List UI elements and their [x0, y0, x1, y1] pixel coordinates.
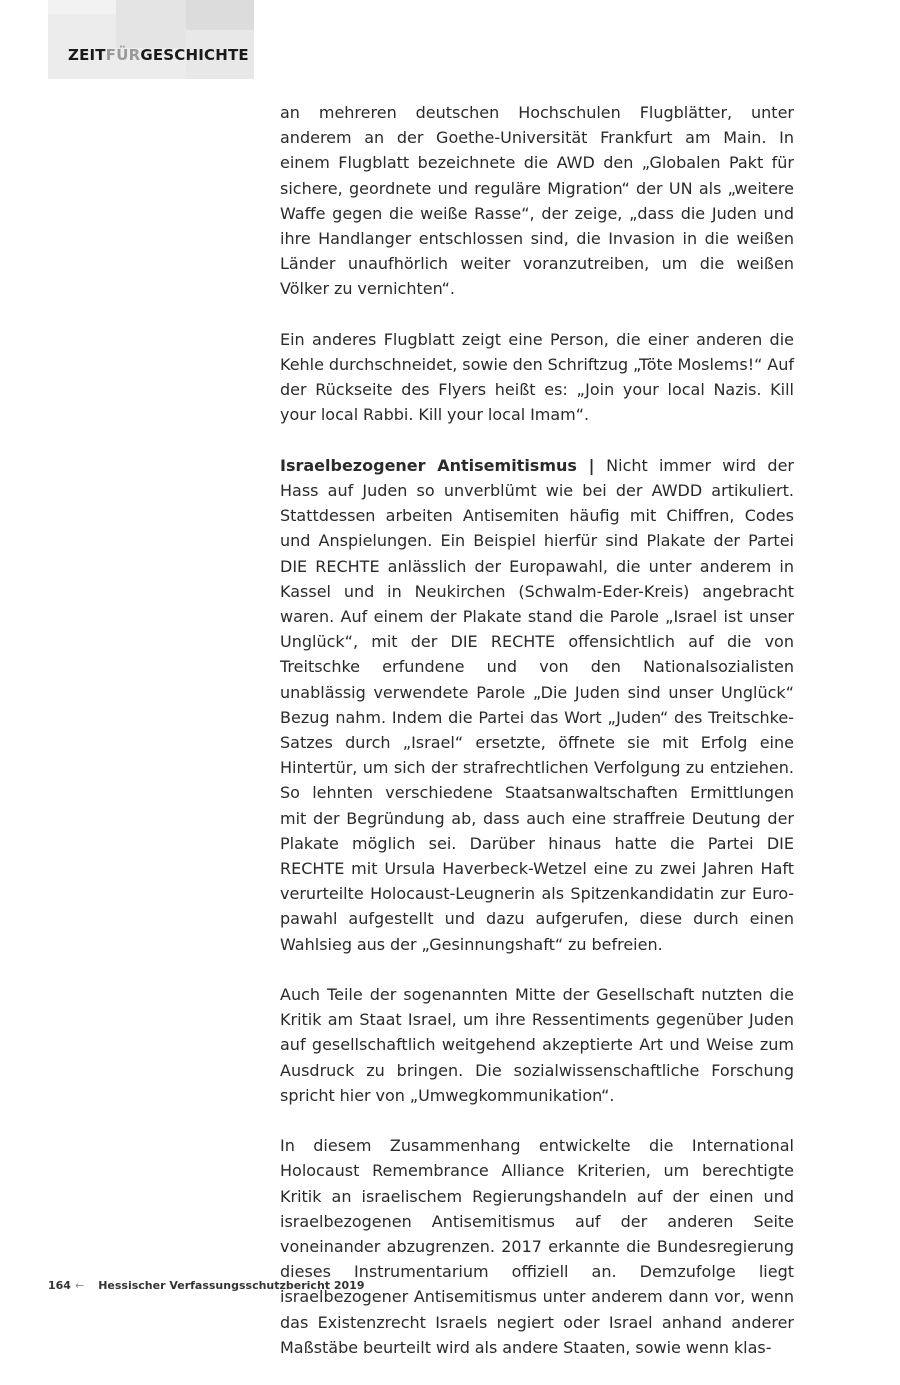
paragraph-text: Nicht immer wird der Hass auf Juden so unverblümt wie bei der AWDD artikuliert. Stattdessen arbeiten Antisemiten häufig mit Chiffren, Codes und Anspielungen. Ein Beispiel hierfür sind Plakate der Partei DIE RECHTE anlässlich der Europawahl, die unter anderem in Kassel und in Neukirchen (Schwalm-Eder-Kreis) angebracht waren. Auf einem der Plakate stand die Parole „Israel ist unser Unglück“, mit der DIE RECHTE offensichtlich auf die von Treitschke erfundene und von den Nationalsozialisten unablässig verwendete Parole „Die Juden sind unser Unglück“ Bezug nahm. Indem die Partei das Wort „Juden“ des Treitschke-Satzes durch „Israel“ ersetzte, öffnete sie mit Erfolg eine Hintertür, um sich der strafrechtlichen Verfolgung zu entziehen. So lehnten verschiedene Staatsanwaltschaften Ermittlungen mit der Begründung ab, dass auch eine straffreie Deutung der Plakate möglich sei. Darüber hinaus hatte die Partei DIE RECHTE mit Ursula Haverbeck-Wetzel eine zu zwei Jahren Haft verurteilte Holocaust-Leugnerin als Spitzenkandidatin zur Europawahl aufgestellt und dazu aufgerufen, diese durch einen Wahlsieg aus der „Gesinnungshaft“ zu befreien. — [280, 455, 795, 954]
publication-title: Hessischer Verfassungsschutzbericht 2019 — [98, 1279, 365, 1292]
header-tile — [116, 0, 186, 48]
page-footer — [48, 1279, 365, 1292]
paragraph-text: Ein anderes Flugblatt zeigt eine Person, die einer anderen die Kehle durchschneidet, sowie den Schriftzug „Töte Moslems!“ Auf der Rückseite des Flyers heißt es: „Join your local Nazis. Kill your local Rabbi. Kill your local Imam“. — [280, 329, 795, 425]
paragraph — [280, 327, 794, 428]
paragraph — [280, 453, 794, 957]
header-tile — [186, 0, 254, 30]
paragraph — [280, 982, 794, 1108]
paragraph — [280, 1133, 794, 1360]
section-title — [68, 46, 249, 64]
arrow-left-icon: ← — [74, 1279, 85, 1292]
paragraph-text: In diesem Zusammenhang entwickelte die International Holocaust Remembrance Alliance Kriterien, um berechtigte Kritik an israelischem Regierungshandeln auf der einen und israelbezogenen Antisemitismus auf der anderen Seite voneinander abzugrenzen. 2017 erkannte die Bundesregierung dieses Instrumentarium offiziell an. Demzufolge liegt israelbezogener Antisemitismus unter anderem dann vor, wenn das Existenzrecht Israels negiert oder Israel anhand anderer Maßstäbe beurteilt wird als andere Staaten, sowie wenn klas- — [280, 1136, 794, 1357]
section-title-part1: ZEIT — [68, 46, 106, 64]
header-banner — [48, 0, 254, 79]
paragraph-text: Auch Teile der sogenannten Mitte der Gesellschaft nutzten die Kritik am Staat Israel, um ihre Ressentiments gegenüber Juden auf gesellschaftlich weitgehend akzeptierte Art und Weise zum Ausdruck zu bringen. Die sozialwissenschaftliche Forschung spricht hier von „Umwegkommunikation“. — [280, 985, 794, 1105]
paragraph-text: an mehreren deutschen Hochschulen Flugblätter, unter anderem an der Goethe-Universität Frankfurt am Main. In einem Flugblatt bezeichnete die AWD den „Globalen Pakt für sichere, geordnete und reguläre Migration“ der UN als „weitere Waffe gegen die weiße Rasse“, der zeige, „dass die Juden und ihre Handlanger entschlossen sind, die Invasion in die weißen Länder unaufhörlich weiter voranzutreiben, um die weißen Völker zu vernichten“. — [280, 103, 794, 299]
page-number: 164 — [48, 1279, 71, 1292]
body-text — [280, 100, 794, 1385]
paragraph — [280, 100, 794, 302]
section-title-part2: FÜR — [105, 46, 141, 64]
header-tile — [48, 0, 116, 14]
section-title-part3: GESCHICHTE — [140, 46, 249, 64]
paragraph-label: Israelbezogener Antisemitismus | — [280, 455, 607, 475]
